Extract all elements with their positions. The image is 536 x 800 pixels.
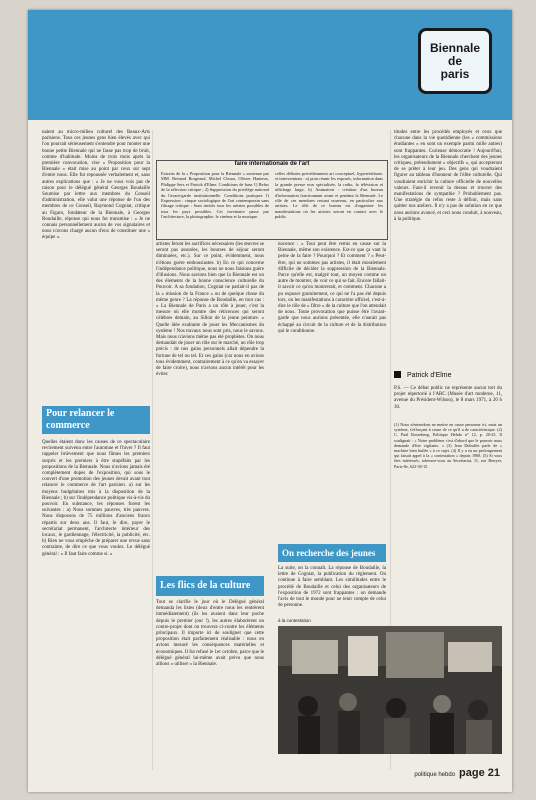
page-footer — [414, 768, 500, 780]
column-1-text: naient au micro-milieu culturel des Beaux-Arts parisiens. Tous ces jeunes gens bien élevés avec qui l'on pourrait sérieusement s'entendre pour monter une bonne petite Biennale qui ne fasse pas trop de bruit, comme d'habitude. Moins de trois mois après la première convocation, vise « Proposition pour la Biennale » était mise au point par ceux sur sept d'entre nous. Elle fut repoussée verbalement et, sans autres explications que : « Je ne vous vois pas de raison pour le délégué général Georges Boudaille Soumise par lettre aux membres du Conseil d'administration, elle valut une réponse de l'un des membres de ce Conseil, Raymond Cogniat, critique au Figaro, fondateur de la Biennale, à Georges Boudaille, réponse qui nous fut transmise : « Je ne connais personnellement aucun de vos signataires et nous n'avons chargé aucun d'eux de constituer une « équipe ». — [42, 130, 150, 241]
badge-text: Biennale de paris — [429, 40, 480, 81]
postscript: P.S. — Ce débat public ne représente aucun tort du projet répertorié à l'ARC (Musée d'art moderne, 11, avenue du Président-Wilson), le 8 mars 1971, à 20 h 30. — [394, 386, 502, 410]
photo-illustration — [278, 626, 502, 754]
author-name: Patrick d'Elme — [407, 372, 452, 379]
column-gutter — [152, 130, 153, 770]
column-1-continued: Quelles étaient donc les causes de ce spectaculaire revirement survenu entre l'automne et l'hiver ? Il faut rappeler brièvement que nous fûmes les premiers surpris et les premiers à être stupéfaits par les propositions de la Biennale. Nous n'avions jamais été complètement dupes de l'exposition, qui sous le couvert d'une promotion des jeunes devait avant tout relancer le commerce de l'art parisien. a) sur les moyens budgétaires mis à la disposition de la Biennale ; b) sur l'indépendance politique vis-à-vis du pouvoir. En substance, les réponses furent les suivantes : a) Nous sommes pauvres, très pauvres. Nous disposons de 75 millions d'anciens francs répartis sur deux ans. Il faut, le dire, payer le secrétariat permanent, l'architecte intérieur des locaux, le gardiennage, l'électricité, la publicité, etc. b) Rien ne vous empêche de préparer une revue sans contrainte, de dire ce que vous voulez. Le délégué général : « Il faut faire comme si. » — [42, 440, 150, 557]
column-2-bottom: Tout se clarifie le jour où le Délégué général demanda les listes (deux d'entre nous les rentrèrent immédiatement) (ils les avaient dans leur poche depuis le premier jour !), les autres élaborèrent un contre-projet dont on trouvera ci-contre les éléments principaux. Il importe ici de souligner que cette proposition était parfaitement réalisable : nous en avions mesuré les conséquences matérielles et économiques. Il fut refusé le 1er octobre, parce que le délégué général lui-même avait prévu que nous allions « utiliser » la Biennale. — [156, 600, 264, 668]
proposal-box-title: faire internationale de l'art — [234, 161, 310, 167]
column-2-text: artistes feront les sacrifices nécessaires (les œuvres se seront pas assurées, les bourses de séjour seront diminuées, etc.). Sur ce point, évidemment, nous n'étions guère enthousiastes. b) En ce qui concerne l'indépendance politique, nous ne nous faisions guère d'illusions. Nous savions bien que la Biennale est un des éléments de la bonne conscience culturelle du Pouvoir. A sa fondation, Cogniat ne parlait-il pas de la « mission de la France » ou de quelque chose du même genre ? La réponse de Boudaille, en tout cas : « La Biennale de Paris a un rôle à jouer, c'est la mesure où elle montre des réticences qui seront célèbres demain, au Sillon de la jeune peinture. » Quelle idée exaltante de jouer les Meccanismes du système ! Nos travaux nous sont pris, nous le savons. Mais nous n'avions même pas été prophètes. On nous demandait de jouer un rôle sur le marché, un rôle trop précis : de nos gains personnels allait dépendre la fortune de tel ou tel. Et ces gains (car nous en avions tous évidemment, contrairement à ce qu'on va essayer de faire croire), nous n'avions aucun intérêt pour les éviter. — [156, 242, 264, 378]
proposal-box — [156, 160, 388, 240]
biennale-logo-badge — [418, 28, 492, 94]
footnotes: (1) Nous n'entendons ne mettre en cause personne ici, mais un système, s'efforçant à cause de ce qu'il a de caractéristique. (2) C. Paul Rosenberg, Politique Hebdo n° 12, p. 20-25. Il soulignait : « Notre problème c'est d'abord que le pouvoir nous demande d'être vigilants. » (3) Jean Dubuffet parle de « machine bien huilée » à ce sujet. (4) Il y a eu un prolongement qui faisait appel à la « contestation » depuis 1968. (5) Si vous êtes intéressés, adressez-vous au Secrétariat, 11, rue Berryer, Paris-8e, 622-30-15. — [394, 422, 502, 469]
newspaper-page — [28, 10, 512, 792]
proposal-left-text: Extraits de la « Proposition pour la Biennale » soutenue par MM. Bernard Borgeaud, Michel Claura, Olivier Hanteux, Philippe Sers et Patrick d'Elme. Conditions de base 1) Refus de la sélection critique ; 2) Suppression du privilège national du l'avant-garde institutionnelle. Conditions pratiques 1) Expression : cinque sociologique de l'art contemporain sans filtrage critique : Sont invités tous les artistes possibles de tous les pays possibles. Cet inventaire passe par l'architecture, la photographie, le cinéma et la musique. — [161, 171, 269, 220]
photo-caption: à la contestation — [278, 618, 311, 623]
author-signature — [394, 370, 502, 382]
column-3-bottom: La suite, on la connaît. La réponse de Boudaille, la lettre de Cogniat, la publication du règlement. On continue à faire semblant. Les similitudes entre le procédé de Boudaille et celui des organisateurs de l'exposition de 1972 sont frappantes : on demande l'avis de tout le monde pour ne tenir compte de celui de personne. — [278, 566, 386, 609]
heading-pour-relancer: Pour relancer le commerce — [42, 406, 150, 434]
square-bullet-icon — [394, 371, 401, 378]
heading-recherche-jeunes: On recherche des jeunes — [278, 544, 386, 562]
heading-flics-culture: Les flics de la culture — [156, 576, 264, 596]
column-3-text: nocence : « Tout peut être remis en cause sur la Biennale, même son existence. Est-ce que ça vaut la peine de la faire ? Pourquoi ? Et comment ? » Peut-être, qui ne sommes pas artistes, il était moralement difficile de décider la suppression de la Biennale. Parce qu'elle est, malgré tout, un moyen comme un autre de montrer, de voir ce qui se fait. Encore fallait-il savoir ce qu'on montrerait, et comment. Chacune a pu exposer gratuitement, ce qui ne l'a pas été depuis lors, ou les manifestations à caractère officiel, c'est-à-dire le rôle de « filtre » de la culture que l'on attendait de nous. Toute provocation que puisse être l'avant-garde que nous aurions présentée, elle n'aurait pas échappé au circuit de la culture et de la distribution qui le conditionne. — [278, 242, 386, 334]
blue-header-banner — [28, 10, 512, 120]
page-number: page 21 — [459, 767, 500, 779]
proposal-right-text: celles définies précédemment art conceptuel, hyperréalisme, et interventions : a) pour réunir les exposés, information dans la grande presse non spécialisée, la radio, la télévision et affichage large. b) Animation : création d'un bureau d'information fonctionnant avant et pendant la Biennale. Le rôle de ces membres restant nouveau, en particulier aux artistes. Le rôle de ce bureau est d'organiser les manifestations où les artistes seront en contact avec le public. — [275, 171, 383, 220]
publication-name: politique hebdo — [414, 772, 456, 778]
protest-photo — [278, 626, 502, 754]
column-4-text: titudes entre les procédés employés et ceux que chacune dans la vie quotidienne (les « commissions étudiantes » en sont un exemple parmi mille autres) sont frappantes. Curieuse démocratie ! Aujourd'hui, les organisateurs de la Biennale cherchent des jeunes critiques, prétendument « objectifs », qui accepteront de se prêter à leur jeu. Des gens qui voudraient figurer au tableau d'honneur de l'élite culturelle. Qui voudraient enrichir la culture officielle de nouvelles valeurs. Faut-il revenir la dessus et trouver des manifestations de sympathie ? Probablement pas. Une stratégie du refus reste à définir, mais sans quitter nos ateliers. Il n'y a pas de solution en ce que nous aurions avancé, et ceci nous conduit, à nouveau, à la politique. — [394, 130, 502, 222]
